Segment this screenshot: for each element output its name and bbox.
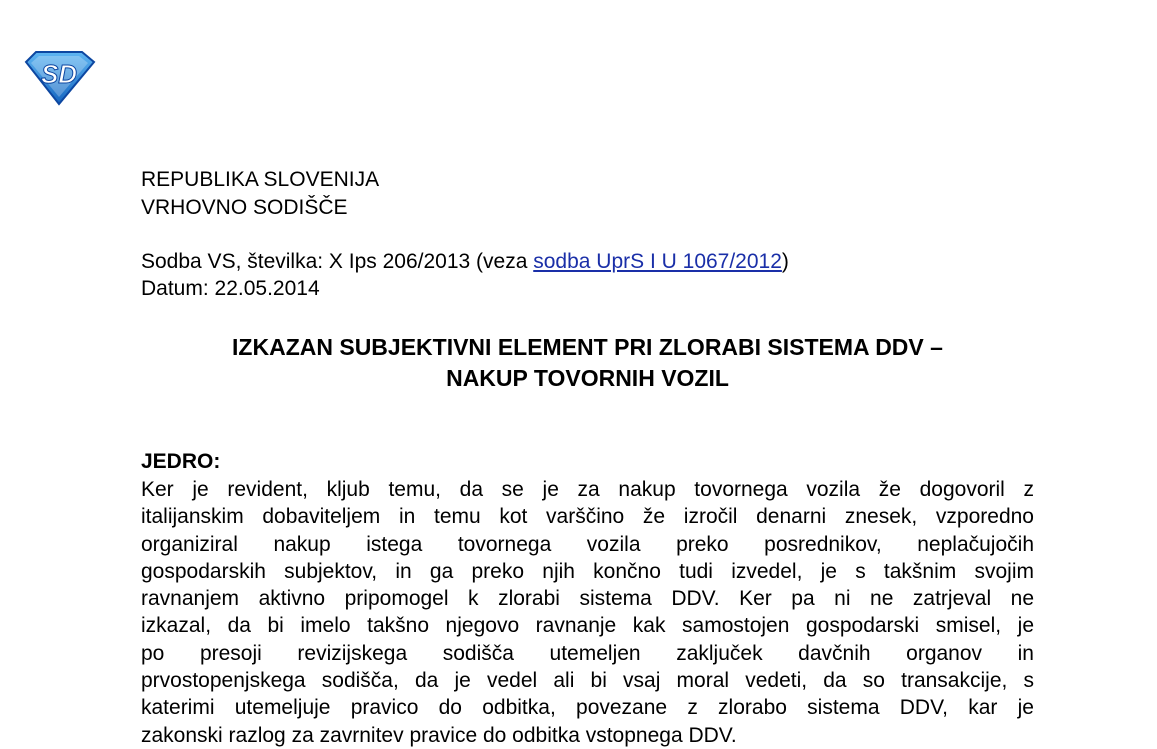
republic-name: REPUBLIKA SLOVENIJA	[141, 168, 380, 191]
court-name: VRHOVNO SODIŠČE	[141, 196, 348, 219]
paragraph-line: organiziral nakup istega tovornega vozila preko posrednikov, neplačujočih	[141, 532, 1034, 556]
paragraph-line: ravnanjem aktivno pripomogel k zlorabi sistema DDV. Ker pa ni ne zatrjeval ne	[141, 587, 1034, 611]
title-line-1: IZKAZAN SUBJEKTIVNI ELEMENT PRI ZLORABI SISTEMA DDV –	[232, 334, 943, 360]
court-header	[141, 166, 379, 222]
core-heading: JEDRO:	[141, 450, 221, 473]
document-title	[141, 332, 1034, 394]
case-number-line	[141, 248, 789, 275]
title-line-2: NAKUP TOVORNIH VOZIL	[446, 365, 729, 391]
core-paragraph	[141, 476, 1034, 749]
sd-logo-icon	[22, 50, 96, 106]
paragraph-line: italijanskim dobaviteljem in temu kot varščino že izročil denarni znesek, vzporedno	[141, 505, 1034, 529]
paragraph-line: izkazal, da bi imelo takšno njegovo ravnanje kak samostojen gospodarski smisel, je	[141, 614, 1034, 638]
paragraph-line: prvostopenjskega sodišča, da je vedel ali bi vsaj moral vedeti, da so transakcije, s	[141, 669, 1034, 693]
paragraph-line: gospodarskih subjektov, in ga preko njih končno tudi izvedel, je s takšnim svojim	[141, 559, 1034, 583]
paragraph-line: zakonski razlog za zavrnitev pravice do odbitka vstopnega DDV.	[141, 723, 737, 747]
paragraph-line: po presoji revizijskega sodišča utemeljen zaključek davčnih organov in	[141, 641, 1034, 665]
related-judgment-link[interactable]: sodba UprS I U 1067/2012	[533, 250, 782, 273]
case-number: Sodba VS, številka: X Ips 206/2013 (veza	[141, 250, 534, 273]
case-date: Datum: 22.05.2014	[141, 277, 320, 300]
paragraph-line: katerimi utemeljuje pravico do odbitka, povezane z zlorabo sistema DDV, kar je	[141, 696, 1034, 720]
case-info	[141, 248, 789, 302]
case-number-suffix: )	[781, 250, 789, 273]
paragraph-line: Ker je revident, kljub temu, da se je za nakup tovornega vozila že dogovoril z	[141, 478, 1034, 501]
svg-text:SD: SD	[40, 59, 78, 89]
